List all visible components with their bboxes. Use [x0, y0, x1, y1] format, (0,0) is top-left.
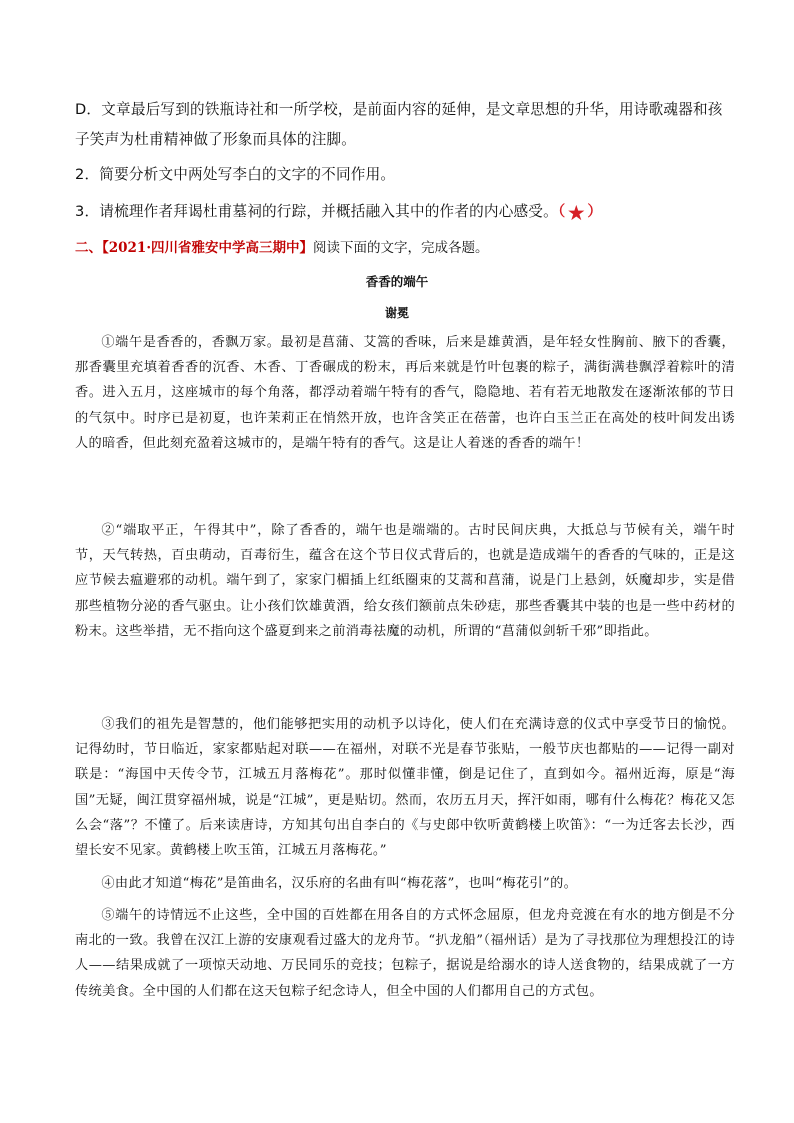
section-heading — [75, 236, 734, 260]
article-author: 谢冕 — [384, 306, 409, 320]
section-source: 【2021·四川省雅安中学高三期中】 — [102, 240, 314, 256]
option-d-text: D．文章最后写到的铁瓶诗社和一所学校，是前面内容的延伸，是文章思想的升华，用诗歌魂器和孩子笑声为杜甫精神做了形象而具体的注脚。 — [75, 101, 723, 148]
question-3 — [75, 197, 734, 227]
question-2: 2．简要分析文中两处写李白的文字的不同作用。 — [75, 166, 396, 183]
section-number: 二、 — [75, 240, 102, 256]
article-paragraph-4: ④由此才知道“梅花”是笛曲名，汉乐府的名曲有叫“梅花落”，也叫“梅花引”的。 — [101, 876, 578, 891]
difficulty-paren-open: （ — [557, 203, 566, 220]
article-title: 香香的端午 — [365, 274, 429, 289]
star-icon: ★ — [566, 201, 586, 225]
article-paragraph-1: ①端午是香香的，香飘万家。最初是菖蒲、艾篙的香味，后来是雄黄酒，是年轻女性胸前、腋下的香囊，那香囊里充填着香香的沉香、木香、丁香碾成的粉末，再后来就是竹叶包裹的粽子，满街满巷飘浮着粽叶的清香。进入五月，这座城市的每个角落，都浮动着端午特有的香气，隐隐地、若有若无地散发在逐渐浓郁的节日的气氛中。时序已是初夏，也许茉莉正在悄然开放，也许含笑正在蓓蕾，也许白玉兰正在高处的枝叶间发出诱人的暗香，但此刻充盈着这城市的，是端午特有的香气。这是让人着迷的香香的端午！ — [75, 335, 735, 451]
section-instruction: 阅读下面的文字，完成各题。 — [313, 240, 489, 256]
article-paragraph-2: ②“端取平正，午得其中”，除了香香的，端午也是端端的。古时民间庆典，大抵总与节候有关，端午时节，天气转热，百虫萌动，百毒衍生，蕴含在这个节日仪式背后的，也就是造成端午的香香的气味的，正是这应节候去瘟避邪的动机。端午到了，家家门楣插上红纸圈束的艾蒿和菖蒲，说是门上悬剑，妖魔却步，实是借那些植物分泌的香气驱虫。让小孩们饮雄黄酒，给女孩们额前点朱砂痣，那些香囊其中装的也是一些中药材的粉末。这些举措，无不指向这个盛夏到来之前消毒祛魔的动机，所谓的“菖蒲似剑斩千邪”即指此。 — [75, 523, 735, 639]
difficulty-paren-close: ） — [587, 203, 603, 220]
article-paragraph-5: ⑤端午的诗情远不止这些，全中国的百姓都在用各自的方式怀念屈原，但龙舟竞渡在有水的地方倒是不分南北的一致。我曾在汉江上游的安康观看过盛大的龙舟节。“扒龙船”（福州话）是为了寻找那位为理想投江的诗人——结果成就了一项惊天动地、万民同乐的竞技；包粽子，据说是给溺水的诗人送食物的，结果成就了一方传统美食。全中国的人们都在这天包粽子纪念诗人，但全中国的人们都用自己的方式包。 — [75, 908, 735, 999]
article-paragraph-3: ③我们的祖先是智慧的，他们能够把实用的动机予以诗化，使人们在充满诗意的仪式中享受节日的愉悦。记得幼时，节日临近，家家都贴起对联——在福州，对联不光是春节张贴，一般节庆也都贴的——记得一副对联是：“海国中天传令节，江城五月落梅花”。那时似懂非懂，倒是记住了，直到如今。福州近海，原是“海国”无疑，闽江贯穿福州城，说是“江城”，更是贴切。然而，农历五月天，挥汗如雨，哪有什么梅花？梅花又怎么会“落”？不懂了。后来读唐诗，方知其句出自李白的《与史郎中钦听黄鹤楼上吹笛》：“一为迁客去长沙，西望长安不见家。黄鹤楼上吹玉笛，江城五月落梅花。” — [75, 717, 735, 859]
question-3-text: 3．请梳理作者拜谒杜甫墓祠的行踪，并概括融入其中的作者的内心感受。 — [75, 203, 558, 220]
